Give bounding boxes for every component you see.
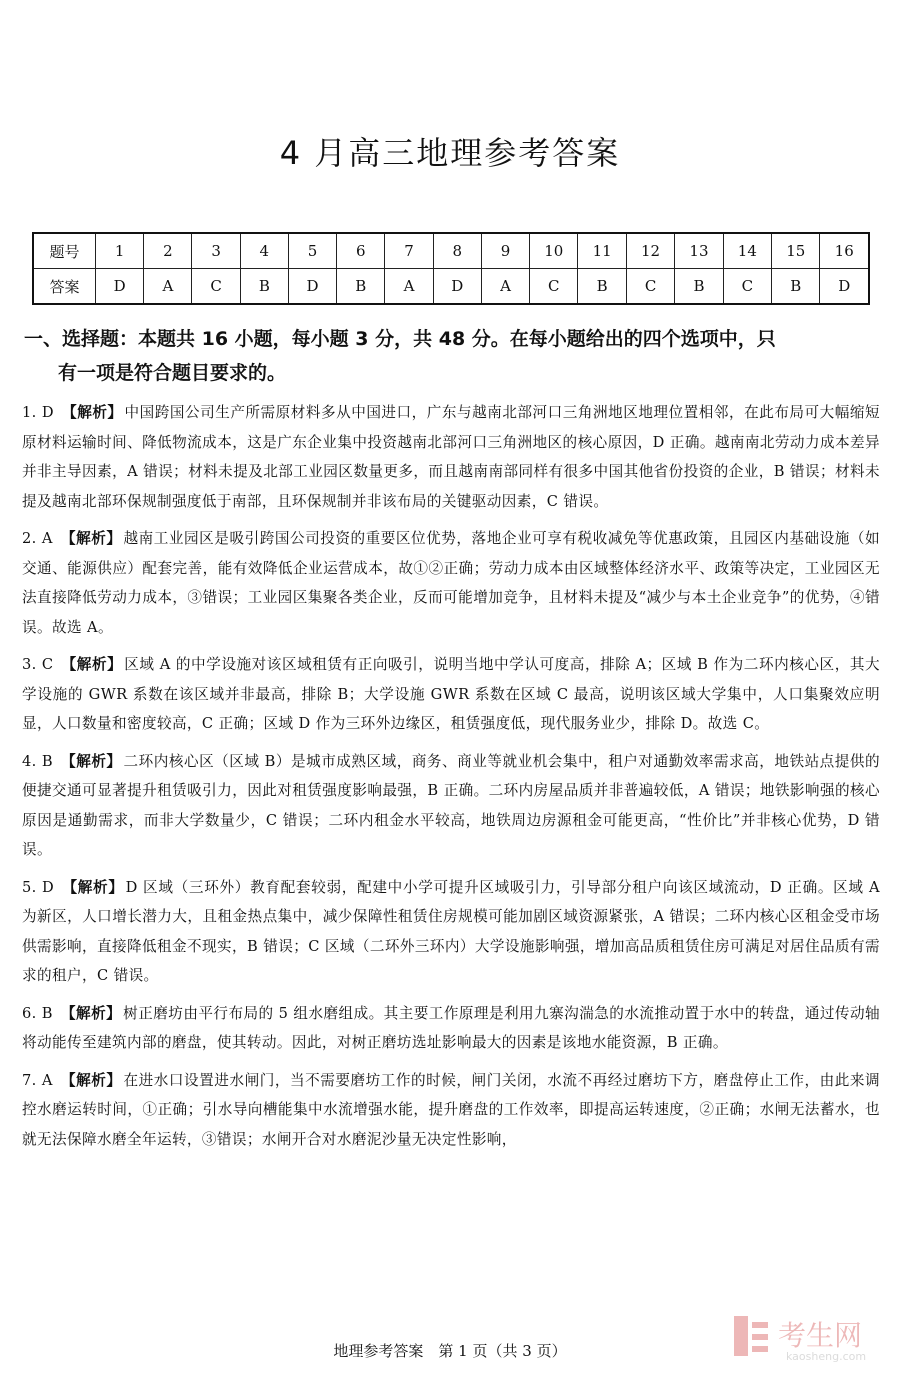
section-heading [24,322,884,390]
item-number: 4. B [22,752,53,770]
item-text: 二环内核心区（区域 B）是城市成熟区域，商务、商业等就业机会集中，租户对通勤效率需求高，地铁站点提供的便捷交通可显著提升租赁吸引力，因此对租赁强度影响最强，B 正确。二环内房屋品质并非普遍较低，A 错误；地铁影响强的核心原因是通勤需求，而非大学数量少，C 错误；二环内租金水平较高，地铁周边房源租金可能更高，“性价比”并非核心优势，D 错误。 [22,752,880,858]
explanation-list [22,398,880,1162]
answer-cell: B [240,269,288,305]
item-text: 在进水口设置进水闸门，当不需要磨坊工作的时候，闸门关闭，水流不再经过磨坊下方，磨盘停止工作，由此来调控水磨运转时间，①正确；引水导向槽能集中水流增强水能，提升磨盘的工作效率，即提高运转速度，②正确；水闸无法蓄水，也就无法保障水磨全年运转，③错误；水闸开合对水磨泥沙量无决定性影响， [22,1071,880,1148]
question-number-cell: 16 [820,233,869,269]
watermark-text: 考生网 [778,1319,863,1352]
item-number: 2. A [22,530,53,547]
question-number-cell: 9 [481,233,529,269]
explanation-item [22,650,880,739]
answer-cell: B [337,269,385,305]
question-number-cell: 6 [337,233,385,269]
item-number: 3. C [22,656,54,673]
item-text: 区域 A 的中学设施对该区域租赁有正向吸引，说明当地中学认可度高，排除 A；区域 B 作为二环内核心区，其大学设施的 GWR 系数在该区域并非最高，排除 B；大学设施 GWR 系数在区域 C 最高，说明该区域大学集中，人口集聚效应明显，人口数量和密度较高，C 正确；区域 D 作为三环外边缘区，租赁强度低，现代服务业少，排除 D。故选 C。 [22,656,880,732]
analysis-tag: 【解析】 [61,752,122,770]
watermark-url: kaosheng.com [786,1350,867,1363]
answer-cell: D [288,269,336,305]
question-number-cell: 4 [240,233,288,269]
answer-table-row-label: 答案 [33,269,96,305]
answer-cell: B [772,269,820,305]
question-number-cell: 2 [144,233,192,269]
answer-cell: D [96,269,144,305]
explanation-item [22,398,880,516]
question-number-cell: 1 [96,233,144,269]
explanation-item [22,1066,880,1155]
analysis-tag: 【解析】 [60,1071,122,1089]
explanation-item [22,747,880,865]
question-number-cell: 15 [772,233,820,269]
analysis-tag: 【解析】 [60,1004,122,1022]
analysis-tag: 【解析】 [61,656,123,673]
answer-cell: B [675,269,723,305]
watermark [730,1312,890,1368]
explanation-item [22,999,880,1058]
answer-table [32,232,870,305]
item-text: 越南工业园区是吸引跨国公司投资的重要区位优势，落地企业可享有税收减免等优惠政策，且园区内基础设施（如交通、能源供应）配套完善，能有效降低企业运营成本，故①②正确；劳动力成本由区域整体经济水平、政策等决定，工业园区无法直接降低劳动力成本，③错误；工业园区集聚各类企业，反而可能增加竞争，且材料未提及“减少与本土企业竞争”的优势，④错误。故选 A。 [22,530,880,636]
answer-cell: C [626,269,674,305]
watermark-logo-icon [730,1312,774,1364]
answer-table-row-label: 题号 [33,233,96,269]
analysis-tag: 【解析】 [62,878,124,896]
question-number-cell: 10 [530,233,578,269]
answer-cell: C [192,269,240,305]
question-number-cell: 8 [433,233,481,269]
item-number: 6. B [22,1004,53,1022]
item-number: 7. A [22,1071,53,1089]
answer-cell: D [433,269,481,305]
question-number-cell: 11 [578,233,626,269]
question-number-cell: 13 [675,233,723,269]
item-number: 1. D [22,404,54,421]
answer-cell: C [723,269,771,305]
analysis-tag: 【解析】 [61,404,123,421]
question-number-cell: 14 [723,233,771,269]
item-text: D 区域（三环外）教育配套较弱，配建中小学可提升区域吸引力，引导部分租户向该区域流动，D 正确。区域 A 为新区，人口增长潜力大，且租金热点集中，减少保障性租赁住房规模可能加剧区域资源紧张，A 错误；二环内核心区租金受市场供需影响，直接降低租金不现实，B 错误；C 区域（二环外三环内）大学设施影响强，增加高品质租赁住房可满足对居住品质有需求的租户，C 错误。 [22,878,880,984]
item-text: 中国跨国公司生产所需原材料多从中国进口，广东与越南北部河口三角洲地区地理位置相邻，在此布局可大幅缩短原材料运输时间、降低物流成本，这是广东企业集中投资越南北部河口三角洲地区的核心原因，D 正确。越南南北劳动力成本差异并非主导因素，A 错误；材料未提及北部工业园区数量更多，而且越南南部同样有很多中国其他省份投资的企业，B 错误；材料未提及越南北部环保规制强度低于南部，且环保规制并非该布局的关键驱动因素，C 错误。 [22,404,880,510]
section-heading-line: 一、选择题：本题共 16 小题，每小题 3 分，共 48 分。在每小题给出的四个选项中，只 [24,328,776,350]
question-number-cell: 5 [288,233,336,269]
answer-table-answer-row [33,269,869,305]
answer-cell: B [578,269,626,305]
answer-cell: A [385,269,433,305]
answer-cell: A [481,269,529,305]
explanation-item [22,524,880,642]
question-number-cell: 12 [626,233,674,269]
answer-cell: A [144,269,192,305]
answer-cell: C [530,269,578,305]
explanation-item [22,873,880,991]
question-number-cell: 3 [192,233,240,269]
section-heading-line: 有一项是符合题目要求的。 [58,362,287,384]
page-footer: 地理参考答案 第 1 页（共 3 页） [333,1342,567,1360]
question-number-cell: 7 [385,233,433,269]
item-number: 5. D [22,878,55,896]
page-title: 4 月高三地理参考答案 [279,134,621,172]
item-text: 树正磨坊由平行布局的 5 组水磨组成。其主要工作原理是利用九寨沟湍急的水流推动置于水中的转盘，通过传动轴将动能传至建筑内部的磨盘，使其转动。因此，对树正磨坊选址影响最大的因素是该地水能资源，B 正确。 [22,1004,880,1051]
analysis-tag: 【解析】 [60,530,122,547]
answer-cell: D [820,269,869,305]
answer-table-number-row [33,233,869,269]
